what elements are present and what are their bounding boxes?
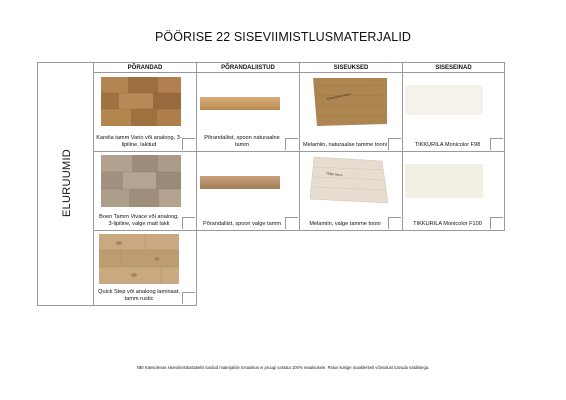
skirting-option-1	[196, 72, 300, 152]
page-title: PÖÖRISE 22 SISEVIIMISTLUSMATERJALID	[154, 30, 412, 44]
column-header-skirting: PÕRANDALIISTUD	[196, 62, 300, 73]
wall-option-1-checkbox[interactable]	[490, 138, 503, 150]
wall-option-1-caption: TIKKURILA Monicolor F98	[414, 141, 481, 148]
skirting-option-2	[196, 151, 300, 231]
skirting-option-2-checkbox[interactable]	[285, 217, 298, 229]
oak-parquet-natural-swatch	[101, 77, 181, 126]
wall-f98-swatch	[405, 85, 483, 115]
floor-option-2-caption: Boen Tamm Vivace või analoog, 3-lipiline, valge matt lakk	[99, 214, 179, 227]
door-option-1	[299, 72, 403, 152]
door-white-oak-swatch	[308, 155, 390, 209]
floor-option-3	[93, 230, 197, 306]
wall-f100-swatch	[405, 164, 483, 198]
door-option-2	[299, 151, 403, 231]
skirting-white-oak-swatch	[200, 176, 280, 189]
laminate-rustic-oak-swatch	[99, 234, 179, 284]
floor-option-2-checkbox[interactable]	[182, 217, 195, 229]
skirting-option-1-caption: Põrandaliist, spoon naturaalne tamm	[204, 135, 280, 148]
door-option-2-caption: Melamiin, valge tamme tooni	[309, 220, 381, 227]
footnote: NB! Käesolevas siseviimistlustabelis toodud materjalide tonaalsus ei pruugi vastata 100% reaalsusele. Palun küsige maakleritelt võimalust tutvuda näidistega.	[136, 365, 430, 370]
floor-option-1	[93, 72, 197, 152]
door-natural-oak-swatch	[311, 76, 389, 128]
column-header-floors: PÕRANDAD	[93, 62, 197, 73]
floor-option-2	[93, 151, 197, 231]
oak-parquet-white-swatch	[101, 155, 181, 207]
floor-option-1-checkbox[interactable]	[182, 138, 195, 150]
room-category-cell	[37, 62, 93, 306]
skirting-option-1-checkbox[interactable]	[285, 138, 298, 150]
door-option-1-caption: Melamiin, naturaalse tamme tooni	[303, 141, 387, 148]
skirting-option-2-caption: Põrandaliist, spoon valge tamm	[202, 220, 282, 227]
door-option-1-checkbox[interactable]	[388, 138, 401, 150]
door-sample-tag-1: Naturaalne tamm	[326, 91, 352, 101]
floor-option-3-checkbox[interactable]	[182, 292, 195, 304]
door-sample-tag-2: Valge tamm	[325, 171, 344, 178]
skirting-natural-oak-swatch	[200, 97, 280, 110]
floor-option-3-caption: Quick Step või analoog laminaat, tamm rustic	[98, 289, 180, 302]
room-category-label: ELURUUMID	[61, 148, 73, 218]
column-header-walls: SISESEINAD	[402, 62, 505, 73]
column-header-doors: SISEUKSED	[299, 62, 403, 73]
wall-option-2-caption: TIKKURILA Monicolor F100	[413, 220, 482, 227]
materials-table	[37, 62, 505, 306]
wall-option-2-checkbox[interactable]	[490, 217, 503, 229]
wall-option-2	[402, 151, 505, 231]
door-option-2-checkbox[interactable]	[388, 217, 401, 229]
floor-option-1-caption: Karelia tamm Vario või analoog, 3-lipiline, lakitud	[96, 135, 182, 148]
wall-option-1	[402, 72, 505, 152]
